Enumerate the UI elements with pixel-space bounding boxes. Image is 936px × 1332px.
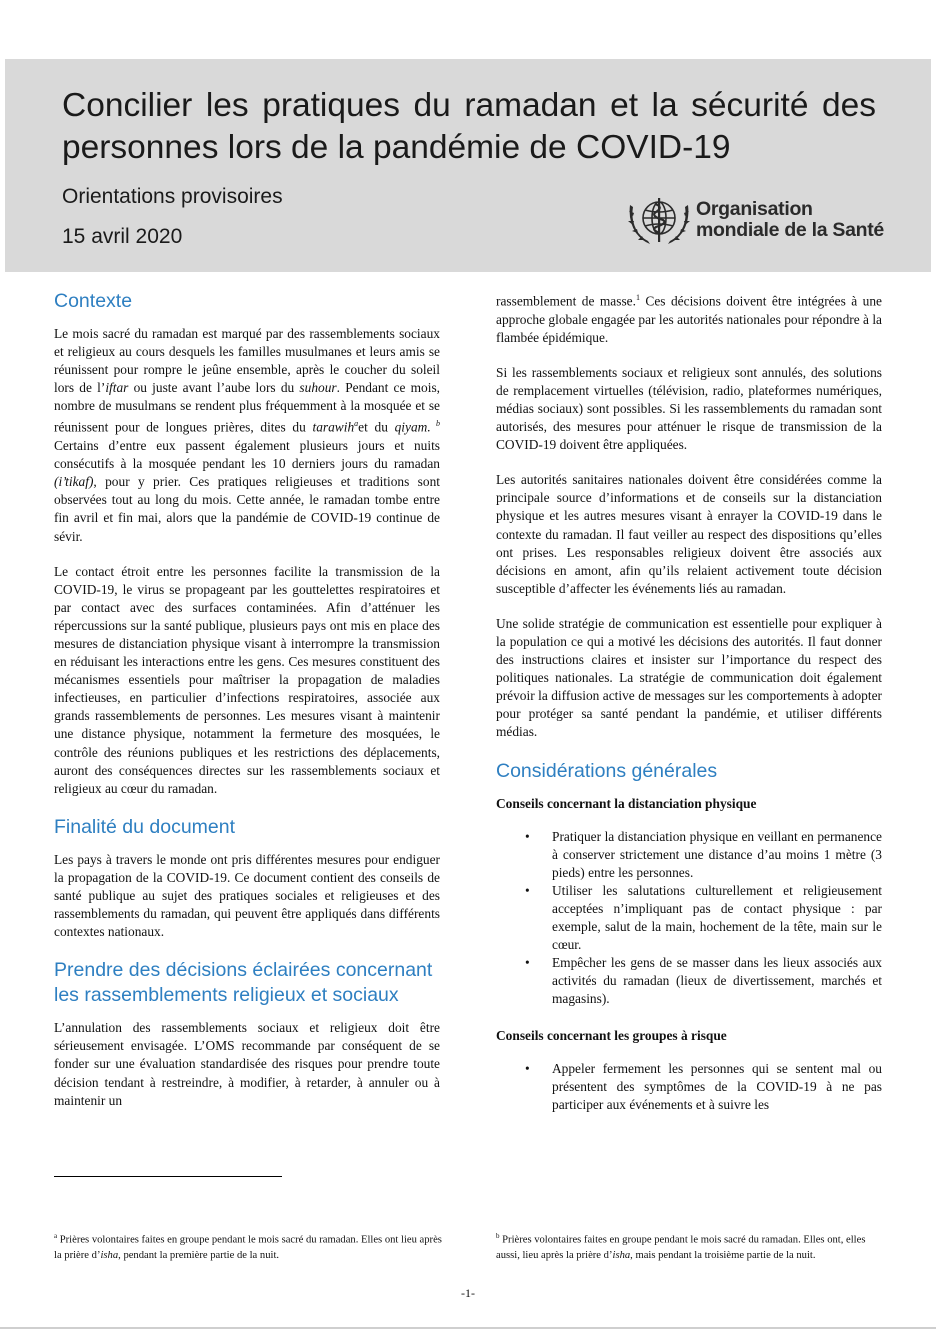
term-isha: isha	[100, 1249, 119, 1261]
text-span: , pour y prier. Ces pratiques religieuses et traditions sont observées tout au long du mois. Cette année, le ramadan tombe entre fin avril et fin mai, alors que la pandémie de COVID-19 continue de sévir.	[54, 474, 440, 544]
text-span: Prières volontaires faites en groupe pendant le mois sacré du ramadan. Elles ont, elles aussi, lieu après la prière d’	[496, 1234, 866, 1261]
text-span: , mais pendant la troisième partie de la nuit.	[630, 1249, 816, 1261]
list-item: • Pratiquer la distanciation physique en veillant en permanence à conserver strictement une distance d’au moins 1 mètre (3 pieds) entre les personnes.	[552, 828, 882, 882]
footnote-ref-1: 1	[635, 293, 640, 302]
paragraph-finalite: Les pays à travers le monde ont pris différentes mesures pour endiguer la propagation de la COVID-19. Ce document contient des conseils de santé publique au sujet des pratiques sociales et religieuses et des rassemblements du ramadan, qui peuvent être appliqués dans différents contextes nationaux.	[54, 851, 440, 940]
footnote-ref-a: a	[354, 419, 359, 429]
heading-finalite: Finalité du document	[54, 815, 236, 838]
who-name	[696, 199, 884, 241]
left-column	[54, 289, 440, 1127]
term-qiyam: qiyam.	[394, 419, 431, 435]
heading-contexte: Contexte	[54, 290, 133, 312]
footnote-ref-b: b	[430, 419, 441, 429]
paragraph-right-4: Une solide stratégie de communication est essentielle pour expliquer à la population ce qui a motivé les décisions des autorités. Il faut donner des instructions claires et insister sur l’importance du respect des politiques nationales. La stratégie de communication doit également prévoir la diffusion active de messages sur les comportements à adopter pour protéger sa santé pendant la pandémie, et utiliser différents médias.	[496, 615, 882, 740]
paragraph-prendre-decisions: L’annulation des rassemblements sociaux et religieux doit être sérieusement envisagée. L’OMS recommande par conséquent de se fonder sur une évaluation standardisée des risques pour prendre toute décision tendant à restreindre, à modifier, à retarder, à annuler ou à maintenir un	[54, 1020, 440, 1108]
paragraph-right-2: Si les rassemblements sociaux et religieux sont annulés, des solutions de remplacement virtuelles (télévision, radio, plateformes numériques, médias sociaux) sont possibles. Si les rassemblements du ramadan sont autorisés, des mesures pour atténuer le risque de transmission de la COVID-19 doivent être appliquées.	[496, 364, 882, 453]
list-item: • Utiliser les salutations culturellement et religieusement acceptées n’impliquant pas de contact physique : par exemple, salut de la main, hochement de la tête, main sur le cœur.	[552, 882, 882, 954]
list-item: • Empêcher les gens de se masser dans les lieux associés aux activités du ramadan (lieux de divertissement, marchés et magasins).	[552, 954, 882, 1008]
who-logo	[626, 195, 896, 247]
text-span: Prières volontaires faites en groupe pendant le mois sacré du ramadan. Elles ont lieu après la prière d’	[54, 1234, 442, 1261]
who-emblem-icon	[626, 195, 692, 247]
term-iftar: iftar	[105, 380, 129, 396]
page-bottom-border	[0, 1327, 936, 1329]
paragraph-contexte-1	[54, 325, 440, 546]
heading-prendre-decisions: Prendre des décisions éclairées concernant les rassemblements religieux et sociaux	[54, 959, 433, 1007]
subheading-groupes-risque: Conseils concernant les groupes à risque	[496, 1027, 727, 1043]
text-span: rassemblement de masse.	[496, 293, 636, 309]
document-title: Concilier les pratiques du ramadan et la sécurité des personnes lors de la pandémie de COVID-19	[62, 87, 876, 166]
document-subtitle: Orientations provisoires	[62, 185, 283, 208]
org-name-line1: Organisation	[696, 198, 813, 220]
text-span: , pendant la première partie de la nuit.	[118, 1249, 280, 1261]
heading-considerations: Considérations générales	[496, 759, 718, 782]
list-item: • Appeler fermement les personnes qui se sentent mal ou présentent des symptômes de la COVID-19 à ne pas participer aux événements et à suivre les	[552, 1060, 882, 1114]
footnote-mark-a: a	[54, 1232, 58, 1240]
right-column	[496, 289, 882, 1132]
text-span: Le mois sacré du ramadan est marqué par des rassemblements sociaux et religieux au cours desquels les familles musulmanes et leurs amis se réunissent pour rompre le jeûne ensemble, après le coucher du soleil lors de l’	[54, 326, 440, 396]
term-isha: isha	[612, 1249, 631, 1261]
term-tarawih: tarawih	[312, 419, 355, 435]
page-number: -1-	[461, 1286, 475, 1300]
text-span: Certains d’entre eux passent également plusieurs jours et nuits consécutifs à la mosquée pendant les 10 derniers jours du ramadan	[54, 438, 440, 472]
org-name-line2: mondiale de la Santé	[696, 219, 884, 241]
paragraph-right-3: Les autorités sanitaires nationales doivent être considérées comme la principale source d’informations et de conseils sur la distanciation physique et les autres mesures visant à enrayer la COVID-19 dans le contexte du ramadan. Il faut veiller au respect des dispositions qu’elles ont prises. Les responsables religieux doivent être associés aux décisions en amont, afin qu’ils relaient activement toute décision susceptible d’affecter les événements liés au ramadan.	[496, 472, 882, 596]
text-span: Ces décisions doivent être intégrées à une approche globale engagée par les autorités nationales pour répondre à la flambée épidémique.	[496, 293, 882, 345]
term-suhour: suhour	[299, 380, 337, 396]
list-distanciation	[496, 828, 882, 1009]
subheading-distanciation: Conseils concernant la distanciation physique	[496, 795, 757, 811]
footnote-b	[496, 1229, 886, 1263]
list-groupes-risque	[496, 1060, 882, 1114]
text-span: ou juste avant l’aube lors du	[128, 380, 300, 396]
paragraph-contexte-2: Le contact étroit entre les personnes facilite la transmission de la COVID-19, le virus se propageant par les gouttelettes respiratoires et par contact avec des surfaces contaminées. Afin d’atténuer les répercussions sur la santé publique, plusieurs pays ont mis en place des mesures de distanciation physique visant à interrompre la transmission en réduisant les interactions entre les gens. Ces mesures constituent des mécanismes essentiels pour maîtriser la propagation de maladies infectieuses, en particulier d’infections respiratoires, associée aux grands rassemblements de personnes. Les mesures visant à maintenir une distance physique, notamment la fermeture des mosquées, le contrôle des réunions publiques et les restrictions des déplacements, auront des conséquences directes sur les rassemblements sociaux et religieux au cœur du ramadan.	[54, 563, 440, 796]
footnote-mark-b: b	[496, 1232, 500, 1240]
footnote-divider	[54, 1176, 282, 1177]
footnote-a	[54, 1229, 444, 1263]
text-span: et du	[358, 419, 395, 435]
term-itikaf: (i’tikaf)	[54, 474, 94, 490]
document-date: 15 avril 2020	[62, 225, 183, 248]
text-span: . Pendant ce mois, nombre de musulmans se rendent plus fréquemment à la mosquée et se réunissent pour de longues prières, dites du	[54, 380, 441, 435]
paragraph-right-1	[496, 289, 882, 347]
